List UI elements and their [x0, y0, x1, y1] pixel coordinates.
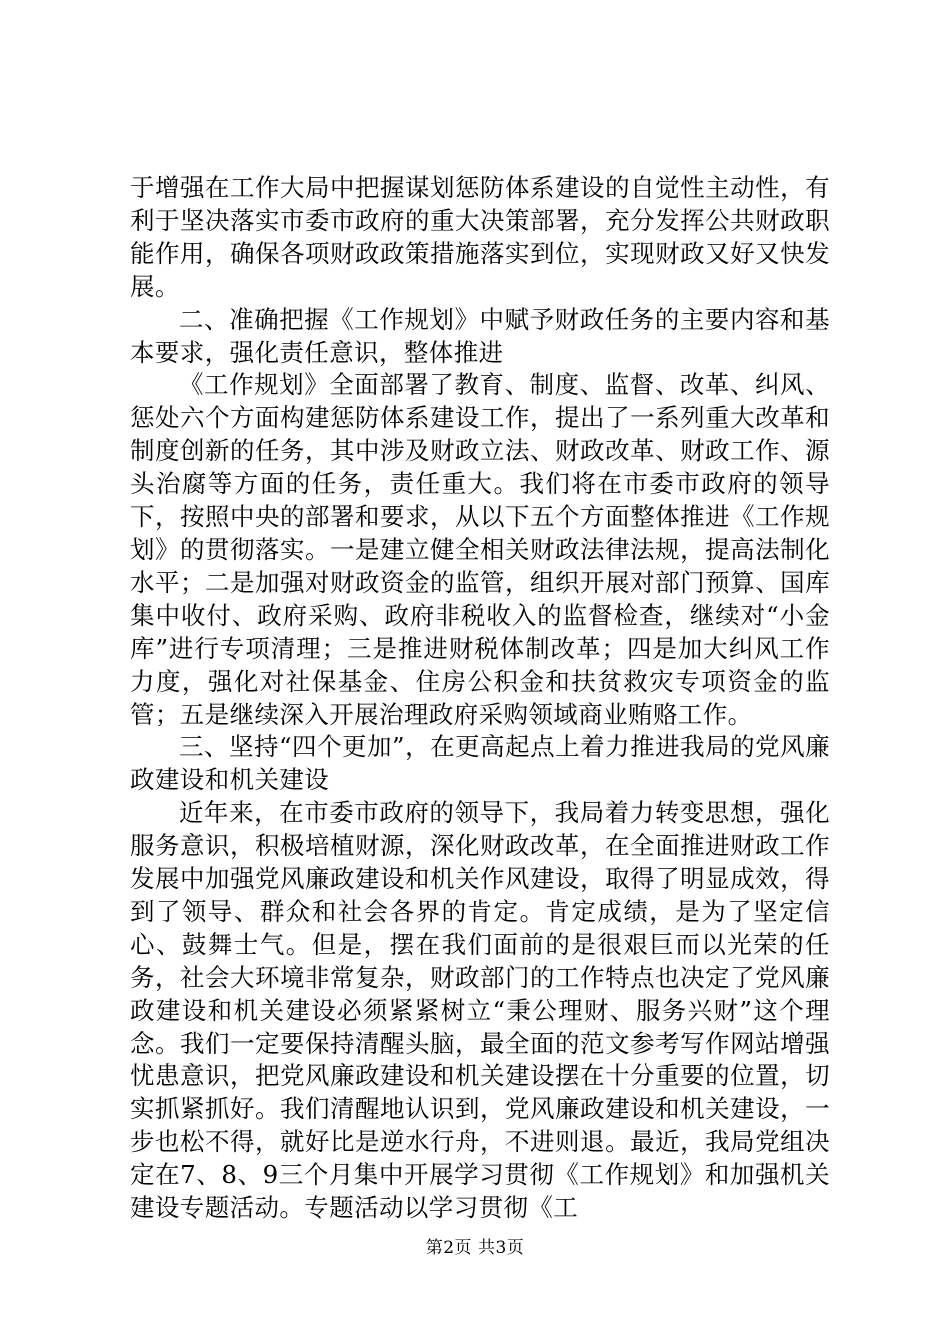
document-body: [130, 172, 830, 1225]
paragraph-work-plan: 《工作规划》全面部署了教育、制度、监督、改革、纠风、惩处六个方面构建惩防体系建设工作，提出了一系列重大改革和制度创新的任务，其中涉及财政立法、财政改革、财政工作、源头治腐等方面的任务，责任重大。我们将在市委市政府的领导下，按照中央的部署和要求，从以下五个方面整体推进《工作规划》的贯彻落实。一是建立健全相关财政法律法规，提高法制化水平；二是加强对财政资金的监管，组织开展对部门预算、国库集中收付、政府采购、政府非税收入的监督检查，继续对“小金库”进行专项清理；三是推进财税体制改革；四是加大纠风工作力度，强化对社保基金、住房公积金和扶贫救灾专项资金的监管；五是继续深入开展治理政府采购领域商业贿赂工作。: [130, 370, 830, 729]
page-number-footer: 第2页 共3页: [425, 1238, 525, 1258]
paragraph-continuation: 于增强在工作大局中把握谋划惩防体系建设的自觉性主动性，有利于坚决落实市委市政府的重大决策部署，充分发挥公共财政职能作用，确保各项财政政策措施落实到位，实现财政又好又快发展。: [130, 173, 830, 301]
paragraph-recent-years: 近年来，在市委市政府的领导下，我局着力转变思想，强化服务意识，积极培植财源，深化财政改革，在全面推进财政工作发展中加强党风廉政建设和机关作风建设，取得了明显成效，得到了领导、群众和社会各界的肯定。肯定成绩，是为了坚定信心、鼓舞士气。但是，摆在我们面前的是很艰巨而以光荣的任务，社会大环境非常复杂，财政部门的工作特点也决定了党风廉政建设和机关建设必须紧紧树立“秉公理财、服务兴财”这个理念。我们一定要保持清醒头脑，最全面的范文参考写作网站增强忧患意识，把党风廉政建设和机关建设摆在十分重要的位置，切实抓紧抓好。我们清醒地认识到，党风廉政建设和机关建设，一步也松不得，就好比是逆水行舟，不进则退。最近，我局党组决定在7、8、9三个月集中开展学习贯彻《工作规划》和加强机关建设专题活动。专题活动以学习贯彻《工: [130, 798, 830, 1223]
section-heading-two: 二、准确把握《工作规划》中赋予财政任务的主要内容和基本要求，强化责任意识，整体推进: [130, 304, 830, 367]
section-heading-three: 三、坚持“四个更加”，在更高起点上着力推进我局的党风廉政建设和机关建设: [130, 732, 830, 795]
